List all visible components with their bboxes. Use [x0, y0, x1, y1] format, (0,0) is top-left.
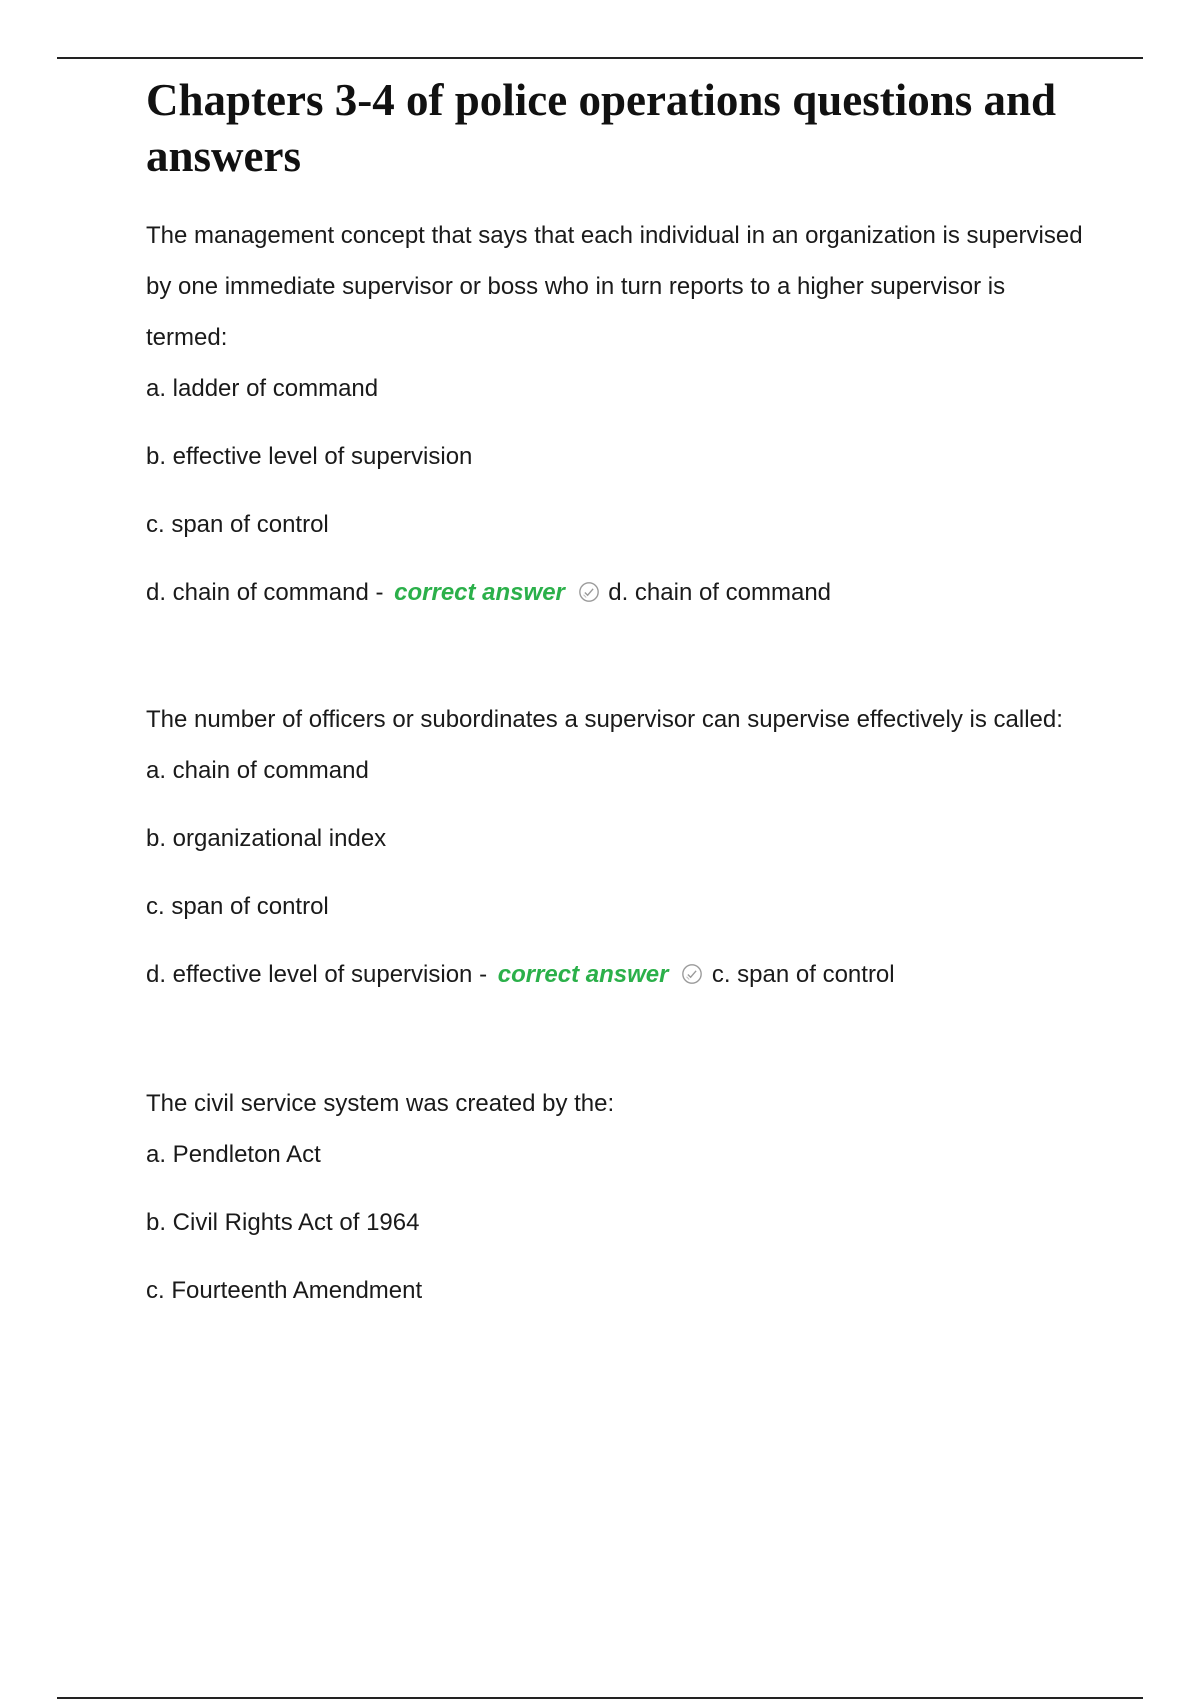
question-3: [146, 1078, 1086, 1308]
option-c: c. Fourteenth Amendment: [146, 1277, 423, 1304]
question-2: [146, 694, 1086, 992]
page-title: Chapters 3-4 of police operations questions and answers: [146, 75, 1057, 181]
document-page: [146, 72, 1086, 1308]
option-c: c. span of control: [146, 893, 329, 920]
correct-answer-label: correct answer: [497, 961, 669, 988]
option-d-text: d. chain of command -: [146, 579, 384, 606]
correct-answer-value: d. chain of command: [608, 579, 832, 606]
option-a: a. ladder of command: [146, 375, 379, 402]
top-divider: [57, 57, 1143, 59]
option-b: b. Civil Rights Act of 1964: [146, 1209, 420, 1236]
option-b: b. effective level of supervision: [146, 443, 473, 470]
question-1: [146, 210, 1086, 610]
bottom-divider: [57, 1697, 1143, 1699]
option-a: a. Pendleton Act: [146, 1141, 321, 1168]
check-circle-icon: [578, 581, 600, 603]
option-a: a. chain of command: [146, 757, 369, 784]
correct-answer-value: c. span of control: [711, 961, 895, 988]
question-text: The number of officers or subordinates a supervisor can supervise effectively is called:: [146, 706, 1063, 733]
question-text: The management concept that says that each individual in an organization is supervised by one immediate supervisor or boss who in turn reports to a higher supervisor is termed:: [146, 222, 1083, 351]
option-d-with-answer: [146, 958, 1086, 992]
correct-answer-label: correct answer: [394, 579, 565, 606]
option-c: c. span of control: [146, 511, 329, 538]
option-d-with-answer: [146, 576, 1086, 610]
check-circle-icon: [681, 963, 703, 985]
option-b: b. organizational index: [146, 825, 387, 852]
question-text: The civil service system was created by the:: [146, 1090, 615, 1117]
option-d-text: d. effective level of supervision -: [146, 961, 488, 988]
